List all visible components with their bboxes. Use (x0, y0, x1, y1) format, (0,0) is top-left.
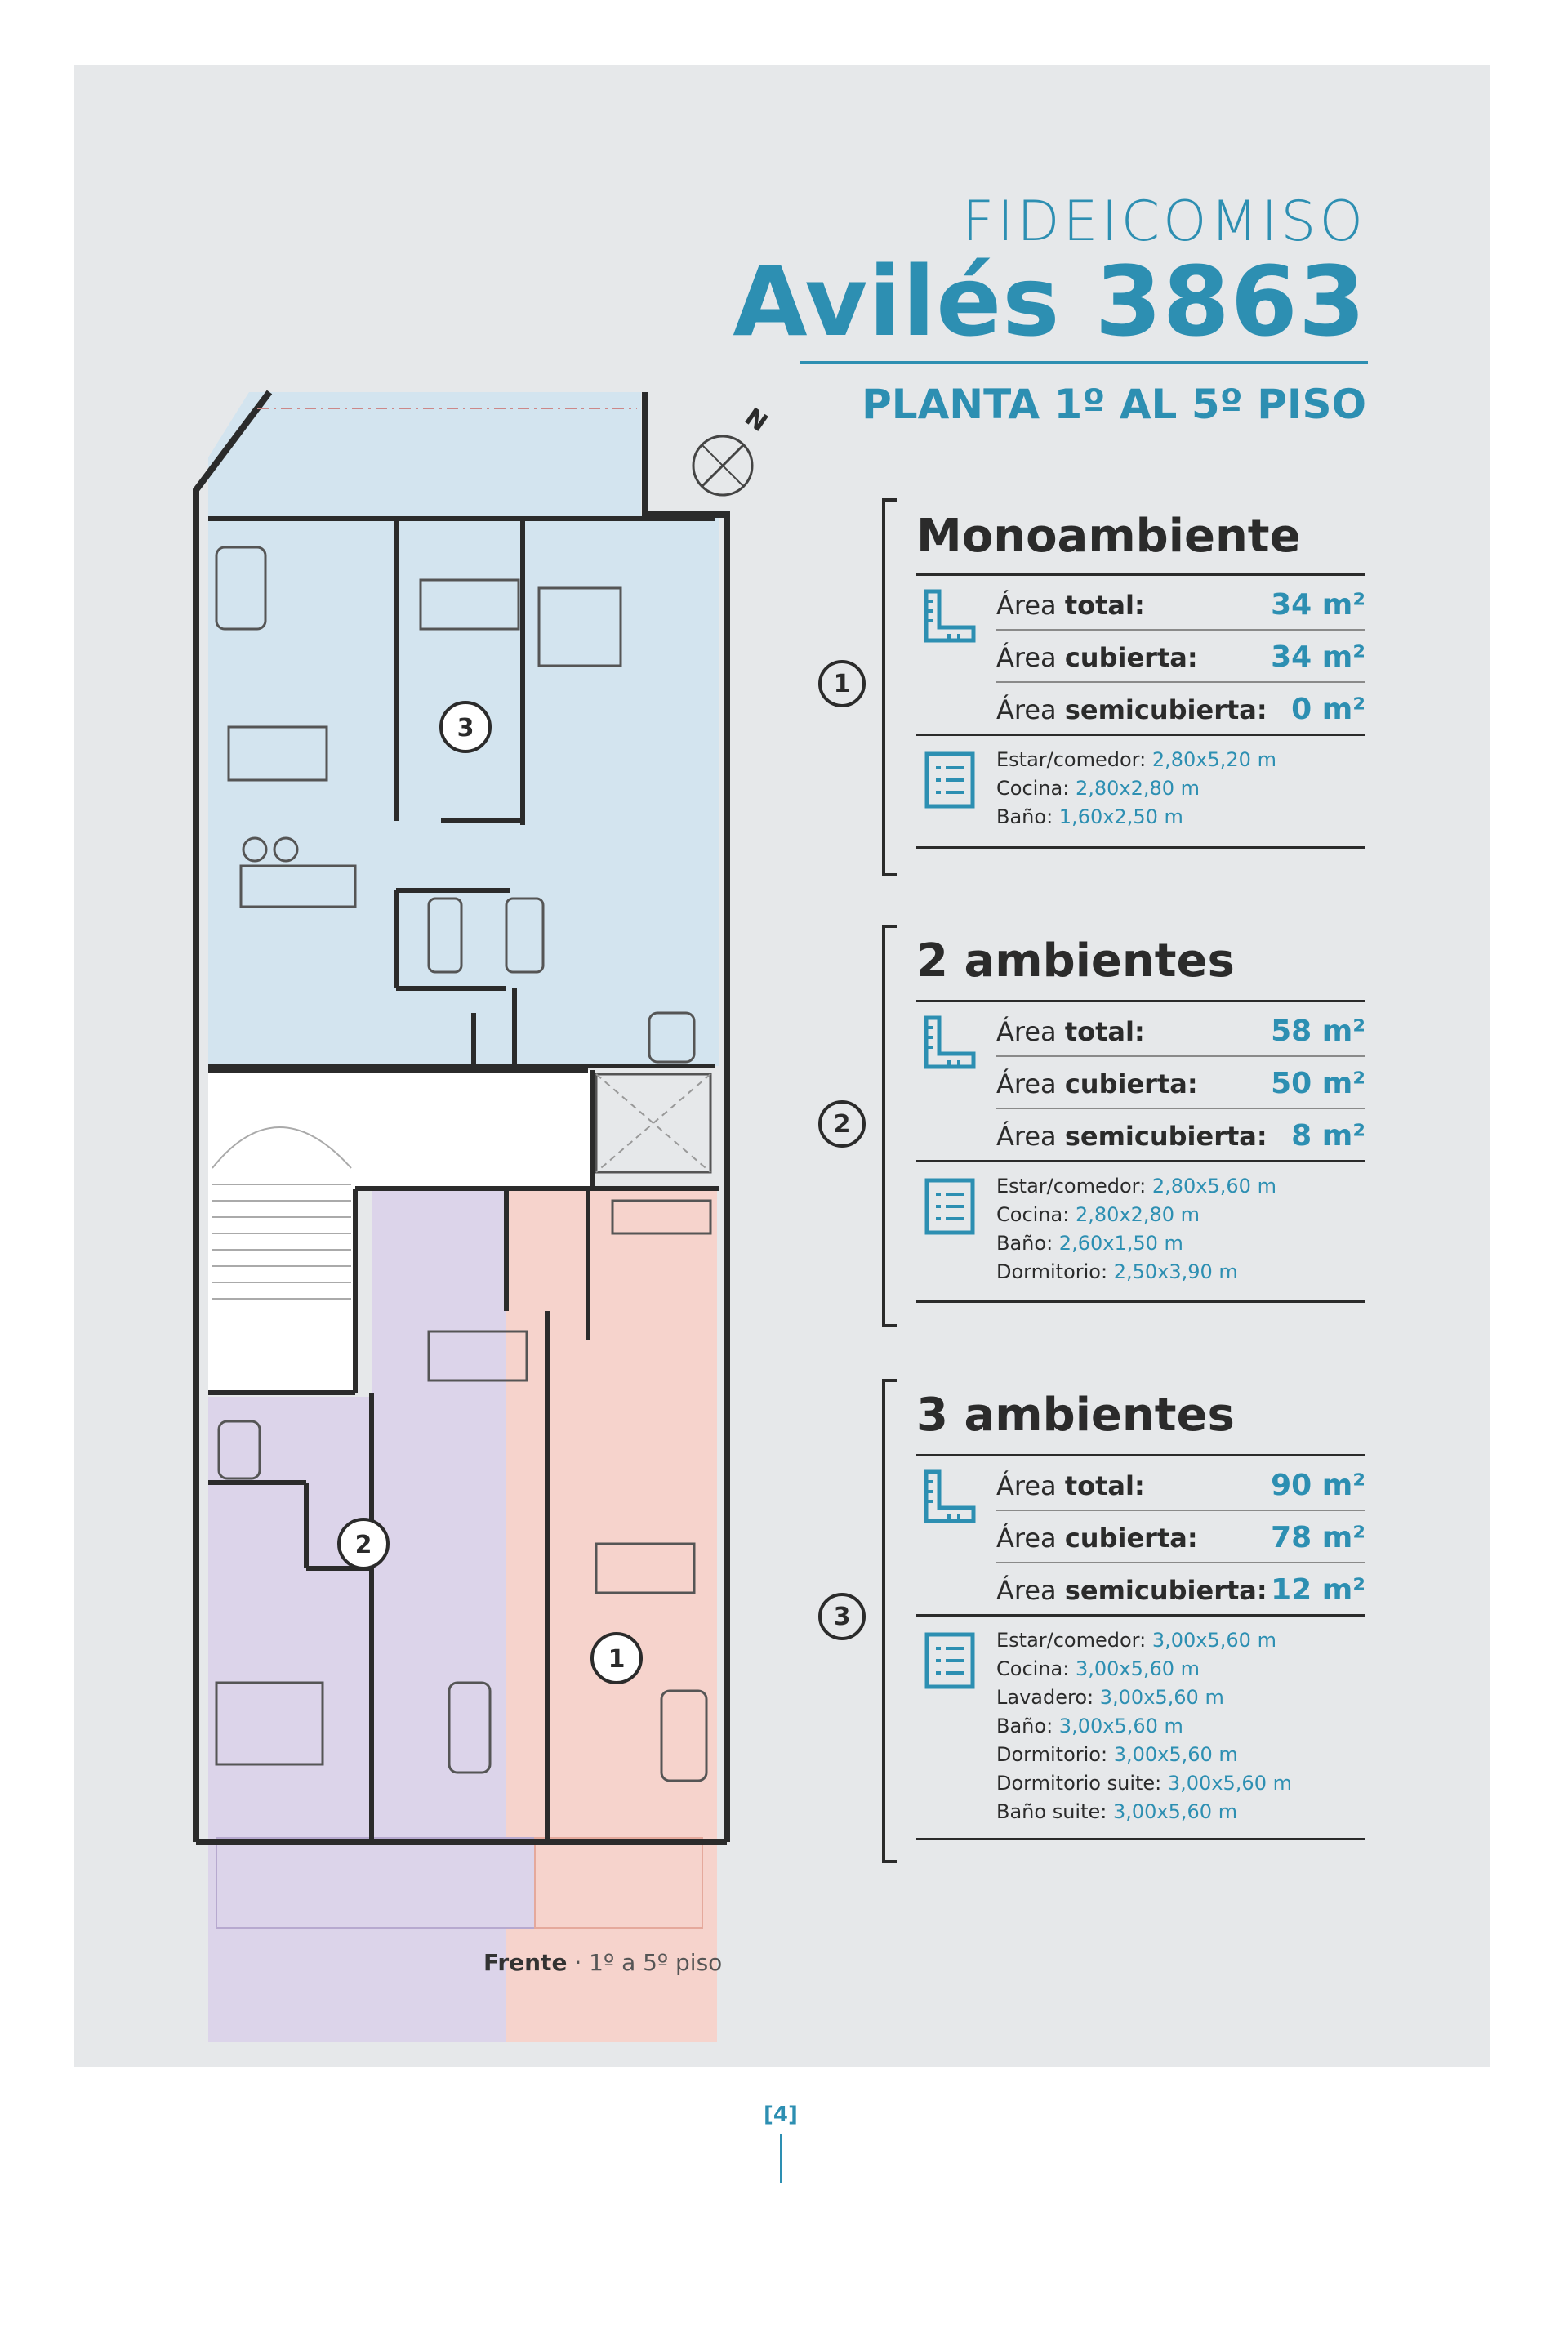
room-item: Baño: 1,60x2,50 m (996, 805, 1183, 828)
unit-number-3: 3 (818, 1593, 866, 1640)
plan-caption (483, 1949, 722, 1976)
room-item: Dormitorio suite: 3,00x5,60 m (996, 1772, 1292, 1795)
room-item: Estar/comedor: 2,80x5,20 m (996, 748, 1276, 771)
area-total-row: Área total: 34 m² (996, 588, 1365, 622)
unit-marker-2-label: 2 (354, 1531, 372, 1559)
area-ruler-icon (921, 588, 978, 645)
area-semicubierta-row: Área semicubierta: 12 m² (996, 1573, 1365, 1607)
unit-number-1: 1 (818, 660, 866, 707)
area-cubierta-row: Área cubierta: 50 m² (996, 1067, 1365, 1100)
front-balcony-2 (216, 1838, 535, 1928)
plan-caption-rest: · 1º a 5º piso (567, 1949, 723, 1976)
unit-marker-2 (339, 1519, 388, 1568)
room-item: Cocina: 2,80x2,80 m (996, 777, 1200, 800)
room-list-icon (924, 1632, 975, 1689)
room-item: Baño: 2,60x1,50 m (996, 1232, 1183, 1255)
room-item: Estar/comedor: 3,00x5,60 m (996, 1629, 1276, 1652)
room-item: Lavadero: 3,00x5,60 m (996, 1686, 1224, 1709)
unit-title: Monoambiente (916, 510, 1301, 563)
unit-3-area (208, 515, 719, 1066)
north-arrow-icon (693, 436, 752, 495)
area-total-row: Área total: 90 m² (996, 1469, 1365, 1502)
area-ruler-icon (921, 1469, 978, 1526)
title-divider (800, 361, 1368, 364)
plan-caption-bold: Frente (483, 1949, 568, 1976)
area-semicubierta-row: Área semicubierta: 0 m² (996, 693, 1365, 726)
room-item: Cocina: 3,00x5,60 m (996, 1657, 1200, 1680)
room-list (996, 746, 1276, 832)
unit-title: 3 ambientes (916, 1389, 1235, 1442)
project-kicker: FIDEICOMISO (962, 190, 1366, 254)
north-label: N (739, 402, 773, 438)
room-list (996, 1172, 1276, 1287)
area-semicubierta-row: Área semicubierta: 8 m² (996, 1119, 1365, 1153)
room-item: Baño: 3,00x5,60 m (996, 1715, 1183, 1737)
unit-marker-1-label: 1 (608, 1645, 626, 1674)
unit-marker-3 (441, 702, 490, 751)
front-balcony-1 (535, 1838, 702, 1928)
balcony-area (208, 392, 641, 515)
room-list (996, 1626, 1292, 1826)
room-list-icon (924, 751, 975, 809)
project-title: Avilés 3863 (733, 245, 1366, 358)
area-cubierta-row: Área cubierta: 78 m² (996, 1521, 1365, 1554)
area-cubierta-row: Área cubierta: 34 m² (996, 640, 1365, 674)
room-item: Dormitorio: 2,50x3,90 m (996, 1260, 1238, 1283)
floor-subtitle: PLANTA 1º AL 5º PISO (862, 381, 1366, 428)
unit-2-area (208, 1397, 551, 2042)
room-item: Baño suite: 3,00x5,60 m (996, 1800, 1238, 1823)
unit-marker-3-label: 3 (457, 714, 474, 743)
unit-number-2: 2 (818, 1100, 866, 1148)
unit-marker-1 (592, 1634, 641, 1683)
page-number-line (780, 2134, 782, 2183)
room-list-icon (924, 1178, 975, 1235)
floor-plan (180, 384, 773, 1960)
page-number: [4] (764, 2103, 798, 2127)
room-item: Dormitorio: 3,00x5,60 m (996, 1743, 1238, 1766)
room-item: Estar/comedor: 2,80x5,60 m (996, 1175, 1276, 1197)
area-total-row: Área total: 58 m² (996, 1015, 1365, 1048)
room-item: Cocina: 2,80x2,80 m (996, 1203, 1200, 1226)
area-ruler-icon (921, 1015, 978, 1072)
unit-title: 2 ambientes (916, 934, 1235, 988)
stair-area (208, 1189, 355, 1393)
